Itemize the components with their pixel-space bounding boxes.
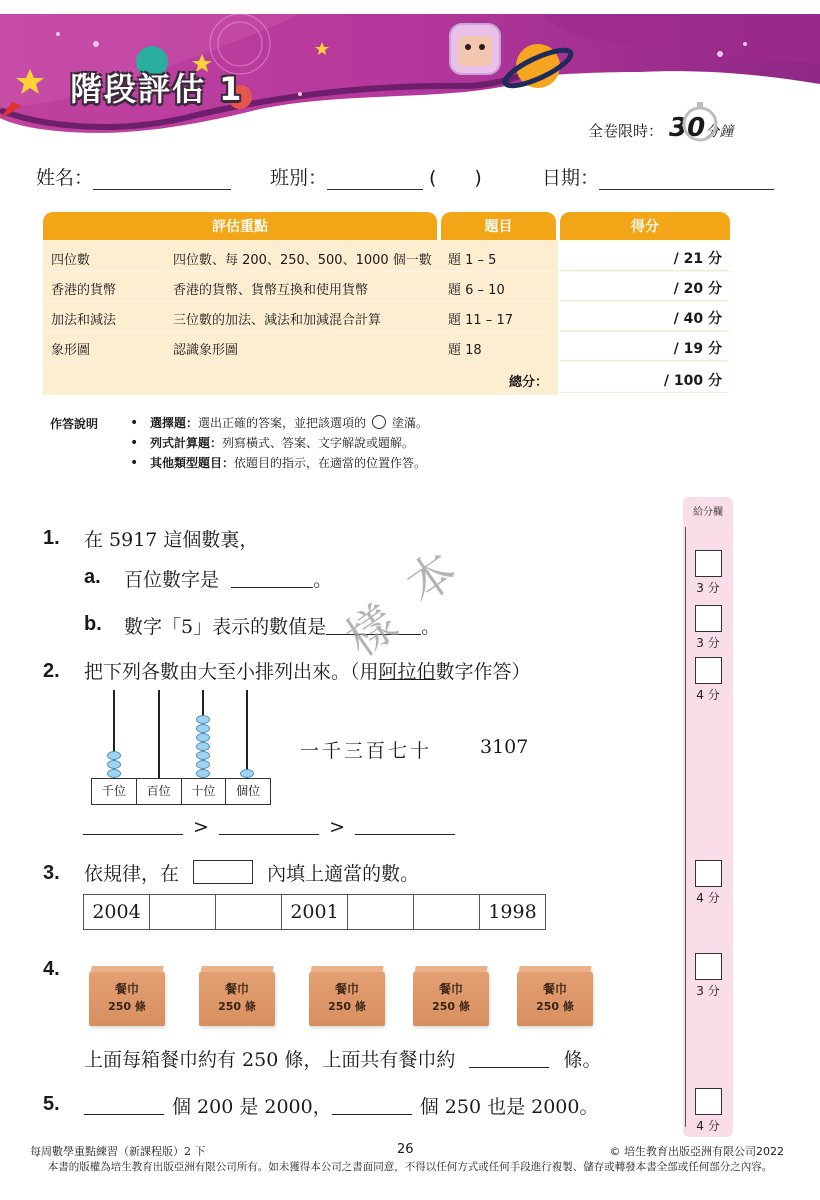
class-input-line[interactable] (327, 168, 423, 190)
question-1b-label: b. (84, 613, 102, 635)
abacus-bead (196, 751, 210, 760)
instructions-label: 作答說明 (50, 417, 99, 431)
abacus-place-labels: 千位 百位 十位 個位 (91, 778, 271, 805)
abacus-diagram (91, 690, 271, 806)
time-limit-label: 全卷限時： (588, 122, 664, 140)
sample-watermark: 樣 本 (335, 541, 468, 668)
question-4-number: 4. (43, 958, 60, 980)
score-cell[interactable]: / 19 分 (560, 332, 728, 361)
question-3-stem: 依規律，在 內填上適當的數。 (84, 859, 419, 886)
class-number-paren[interactable]: ( ) (429, 167, 482, 189)
question-1-number: 1. (43, 527, 60, 549)
page-number: 26 (397, 1142, 414, 1157)
question-1a-label: a. (84, 566, 101, 588)
total-score-cell[interactable]: / 100 分 (560, 364, 728, 393)
word-number: 一千三百七十 (300, 740, 433, 762)
time-limit-unit: 分鐘 (705, 124, 734, 140)
sequence-cell-blank[interactable] (348, 895, 414, 930)
abacus-bead (196, 742, 210, 751)
sequence-cell: 2001 (282, 895, 348, 930)
answer-blank-2-third[interactable] (355, 815, 455, 835)
table-row: 加法和減法 三位數的加法、減法和加減混合計算 題 11 – 17 (43, 302, 733, 332)
abacus-bead (196, 760, 210, 769)
sequence-cell-blank[interactable] (150, 895, 216, 930)
question-5-text: 個 200 是 2000， 個 250 也是 2000。 (84, 1092, 599, 1119)
date-label: 日期： (542, 167, 600, 189)
name-input-line[interactable] (93, 168, 231, 190)
time-limit-value: 30 (669, 113, 706, 143)
score-cell[interactable]: / 40 分 (560, 302, 728, 331)
instruction-item: • 其他類型題目：依題目的指示，在適當的位置作答。 (130, 453, 550, 473)
sequence-cell: 1998 (480, 895, 546, 930)
napkin-box-image: 餐巾 250 條 (517, 966, 593, 1026)
ordering-answer-row: > > (83, 815, 455, 838)
score-box-q1a[interactable] (695, 550, 722, 577)
answer-blank-2-first[interactable] (83, 815, 183, 835)
abacus-bead (107, 760, 121, 769)
class-label: 班別： (270, 167, 328, 189)
instruction-item: • 列式計算題：列寫橫式、答案、文字解說或題解。 (130, 433, 550, 453)
question-2-stem: 把下列各數由大至小排列出來。（用阿拉伯數字作答） (84, 661, 531, 683)
score-box-q3[interactable] (695, 860, 722, 887)
abacus-bead (107, 751, 121, 760)
question-3-number: 3. (43, 862, 60, 884)
instructions-list (130, 413, 550, 473)
page-title: 階段評估 1 (70, 70, 244, 108)
abacus-bead (196, 724, 210, 733)
instruction-item: • 選擇題：選出正確的答案，並把該選項的 塗滿。 (130, 413, 550, 433)
napkin-box-image: 餐巾 250 條 (199, 966, 275, 1026)
napkin-box-image: 餐巾 250 條 (89, 966, 165, 1026)
rights-notice: 本書的版權為培生教育出版亞洲有限公司所有。如未獲得本公司之書面同意，不得以任何方式或任何手段進行複製、儲存或轉發本書全部或任何部分之內容。 (47, 1161, 773, 1173)
question-4-text: 上面每箱餐巾約有 250 條，上面共有餐巾約 條。 (84, 1049, 602, 1071)
question-1a: 百位數字是 。 (124, 569, 333, 591)
table-row: 香港的貨幣 香港的貨幣、貨幣互換和使用貨幣 題 6 – 10 (43, 272, 733, 302)
number-sequence-table (83, 894, 546, 930)
answer-blank-2-second[interactable] (219, 815, 319, 835)
question-1-stem: 在 5917 這個數裏， (84, 529, 259, 551)
header-focus: 評估重點 (43, 212, 437, 240)
bubble-circle-icon (372, 415, 386, 429)
table-row: 象形圖 認識象形圖 題 18 (43, 332, 733, 362)
answer-blank-5a[interactable] (84, 1095, 164, 1115)
abacus-bead (196, 769, 210, 778)
answer-blank-1a[interactable] (231, 568, 313, 588)
stopwatch-icon (680, 100, 720, 142)
score-box-q4[interactable] (695, 953, 722, 980)
date-input-line[interactable] (599, 168, 774, 190)
table-row: 四位數 四位數、每 200、250、500、1000 個一數 題 1 – 5 (43, 242, 733, 272)
abacus-bead (196, 733, 210, 742)
abacus-bead (196, 715, 210, 724)
question-1b: 數字「5」表示的數值是 。 (124, 616, 441, 638)
copyright: © 培生教育出版亞洲有限公司2022 (609, 1145, 784, 1158)
sequence-cell: 2004 (84, 895, 150, 930)
napkin-box-image: 餐巾 250 條 (309, 966, 385, 1026)
scoring-column-label: 給分欄 (693, 507, 723, 518)
score-box-q2[interactable] (695, 657, 722, 684)
header-score: 得分 (560, 212, 730, 240)
scoring-column: 給分欄 3 分 3 分 4 分 4 分 3 分 4 分 (683, 497, 733, 1137)
sequence-cell-blank[interactable] (414, 895, 480, 930)
name-field[interactable] (36, 163, 231, 190)
answer-blank-4[interactable] (469, 1048, 549, 1068)
score-box-q1b[interactable] (695, 605, 722, 632)
header-questions: 題目 (441, 212, 556, 240)
name-label: 姓名： (36, 167, 94, 189)
answer-blank-5b[interactable] (332, 1095, 412, 1115)
abacus-bead (107, 769, 121, 778)
question-5-number: 5. (43, 1093, 60, 1115)
numeral-number: 3107 (480, 736, 529, 758)
example-box-icon (193, 860, 253, 884)
book-title: 每周數學重點練習（新課程版）2 下 (30, 1145, 206, 1158)
score-cell[interactable]: / 21 分 (560, 242, 728, 271)
score-box-q5[interactable] (695, 1088, 722, 1115)
score-cell[interactable]: / 20 分 (560, 272, 728, 301)
class-field[interactable] (270, 163, 482, 190)
sequence-cell-blank[interactable] (216, 895, 282, 930)
question-2-number: 2. (43, 660, 60, 682)
napkin-box-image: 餐巾 250 條 (413, 966, 489, 1026)
date-field[interactable] (542, 163, 774, 190)
abacus-bead (240, 769, 254, 778)
total-label: 總分： (509, 375, 549, 390)
